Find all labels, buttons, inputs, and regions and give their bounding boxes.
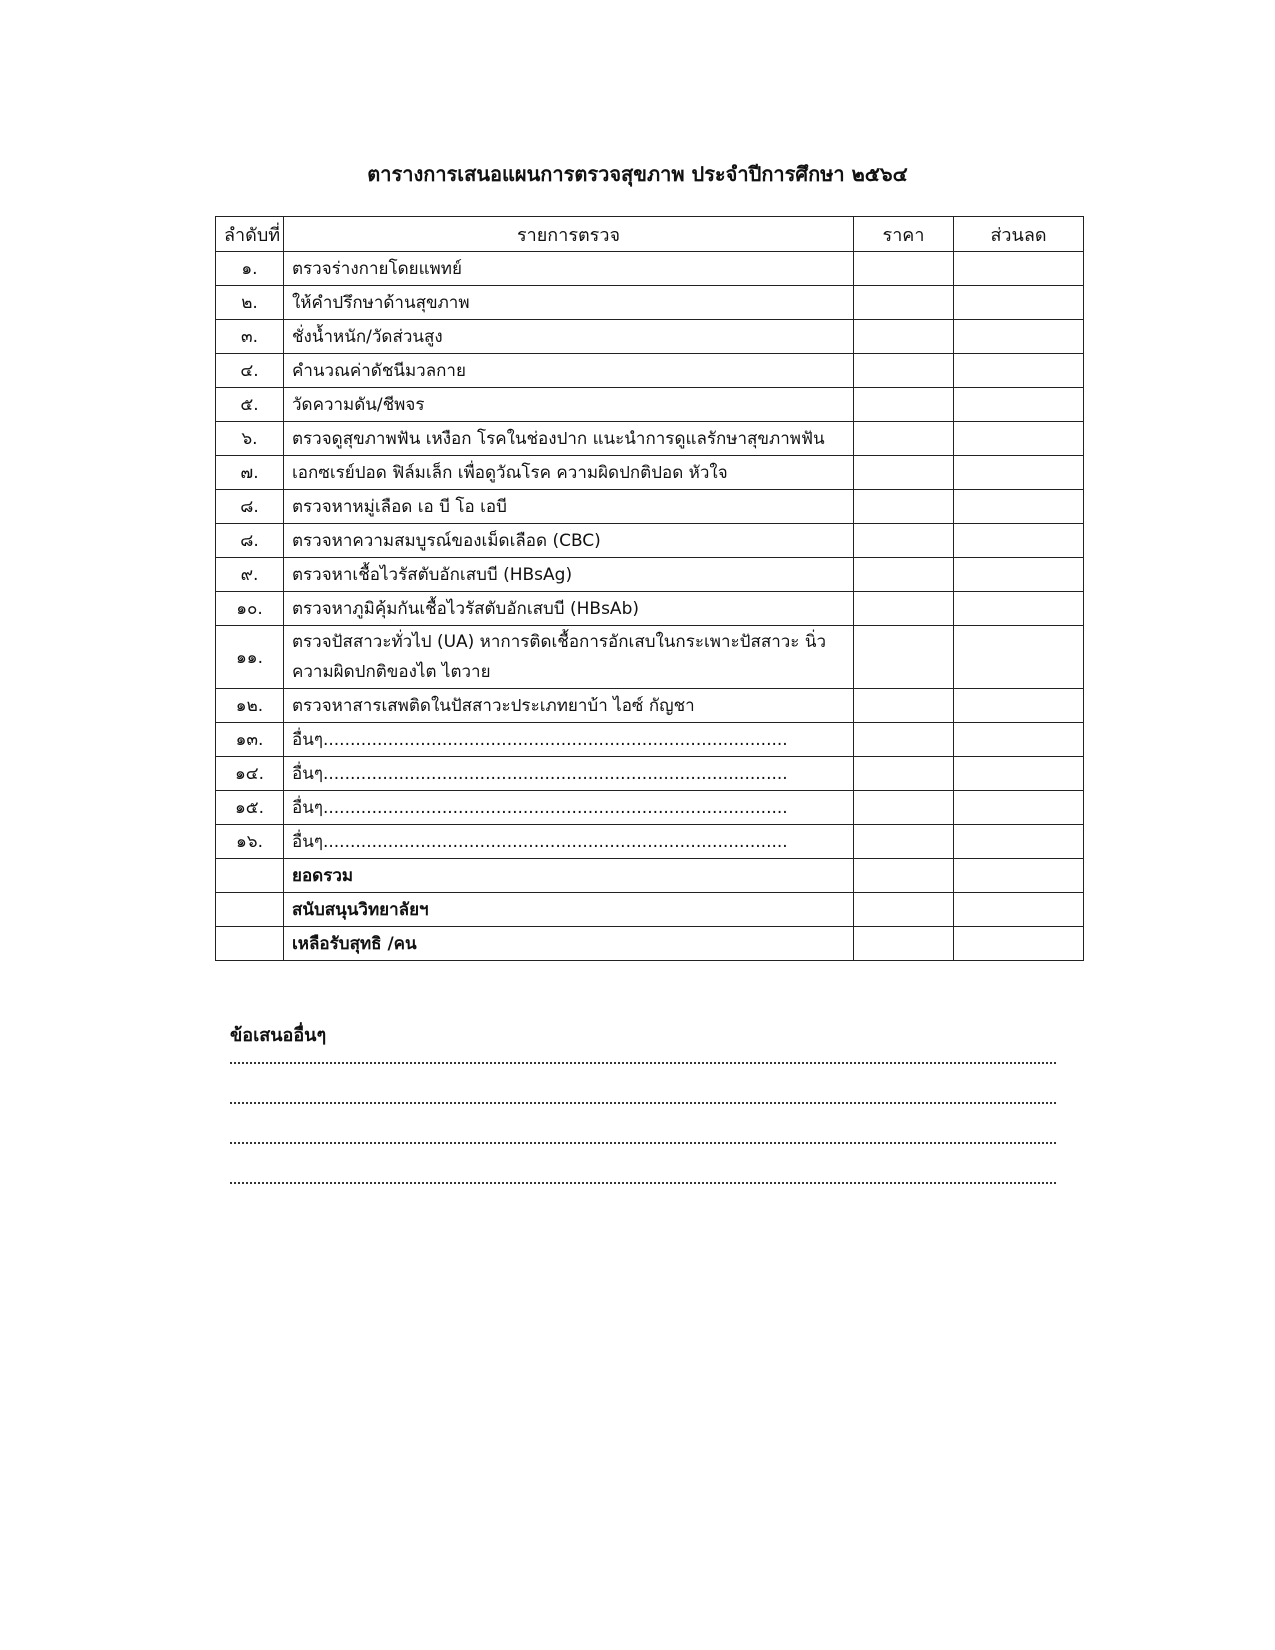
price-cell — [854, 859, 954, 893]
row-number: ๑. — [216, 252, 284, 286]
health-check-table — [215, 216, 1084, 961]
discount-cell — [954, 286, 1084, 320]
row-number: ๔. — [216, 354, 284, 388]
row-item: ตรวจหาภูมิคุ้มกันเชื้อไวรัสตับอักเสบบี (HBsAb) — [284, 592, 854, 626]
header-price: ราคา — [854, 217, 954, 252]
discount-cell — [954, 626, 1084, 689]
discount-cell — [954, 825, 1084, 859]
price-cell — [854, 286, 954, 320]
table-row — [216, 354, 1084, 388]
row-item: อื่นๆ...................................................................................... — [284, 723, 854, 757]
table-body — [216, 252, 1084, 961]
header-item: รายการตรวจ — [284, 217, 854, 252]
row-number: ๑๒. — [216, 689, 284, 723]
summary-row — [216, 893, 1084, 927]
table-row — [216, 286, 1084, 320]
discount-cell — [954, 490, 1084, 524]
table-row — [216, 252, 1084, 286]
discount-cell — [954, 354, 1084, 388]
summary-label: เหลือรับสุทธิ /คน — [284, 927, 854, 961]
price-cell — [854, 558, 954, 592]
table-row — [216, 723, 1084, 757]
blank-line — [230, 1142, 1056, 1144]
blank-line — [230, 1062, 1056, 1064]
price-cell — [854, 252, 954, 286]
row-number: ๕. — [216, 388, 284, 422]
discount-cell — [954, 689, 1084, 723]
discount-cell — [954, 524, 1084, 558]
price-cell — [854, 927, 954, 961]
table-row — [216, 456, 1084, 490]
row-number: ๑๕. — [216, 791, 284, 825]
row-item: ตรวจดูสุขภาพฟัน เหงือก โรคในช่องปาก แนะนำการดูแลรักษาสุขภาพฟัน — [284, 422, 854, 456]
row-item: ชั่งน้ำหนัก/วัดส่วนสูง — [284, 320, 854, 354]
discount-cell — [954, 592, 1084, 626]
row-item: ตรวจร่างกายโดยแพทย์ — [284, 252, 854, 286]
price-cell — [854, 723, 954, 757]
discount-cell — [954, 252, 1084, 286]
summary-blank — [216, 893, 284, 927]
row-item: วัดความดัน/ชีพจร — [284, 388, 854, 422]
row-number: ๑๐. — [216, 592, 284, 626]
price-cell — [854, 354, 954, 388]
price-cell — [854, 791, 954, 825]
blank-line — [230, 1182, 1056, 1184]
price-cell — [854, 689, 954, 723]
table-header-row — [216, 217, 1084, 252]
summary-row — [216, 927, 1084, 961]
row-item: ตรวจหาความสมบูรณ์ของเม็ดเลือด (CBC) — [284, 524, 854, 558]
row-item: ตรวจหาสารเสพติดในปัสสาวะประเภทยาบ้า ไอซ์ กัญชา — [284, 689, 854, 723]
other-proposals-title: ข้อเสนออื่นๆ — [230, 1025, 327, 1046]
discount-cell — [954, 893, 1084, 927]
summary-blank — [216, 859, 284, 893]
summary-row — [216, 859, 1084, 893]
price-cell — [854, 422, 954, 456]
page-title: ตารางการเสนอแผนการตรวจสุขภาพ ประจำปีการศึกษา ๒๕๖๔ — [367, 162, 908, 186]
table-row — [216, 558, 1084, 592]
price-cell — [854, 388, 954, 422]
row-number: ๓. — [216, 320, 284, 354]
row-number: ๒. — [216, 286, 284, 320]
row-item: ตรวจหาเชื้อไวรัสตับอักเสบบี (HBsAg) — [284, 558, 854, 592]
price-cell — [854, 757, 954, 791]
header-discount: ส่วนลด — [954, 217, 1084, 252]
table-row — [216, 689, 1084, 723]
row-number: ๑๔. — [216, 757, 284, 791]
price-cell — [854, 524, 954, 558]
row-item: เอกซเรย์ปอด ฟิล์มเล็ก เพื่อดูวัณโรค ความผิดปกติปอด หัวใจ — [284, 456, 854, 490]
summary-label: ยอดรวม — [284, 859, 854, 893]
table-row — [216, 422, 1084, 456]
discount-cell — [954, 422, 1084, 456]
price-cell — [854, 626, 954, 689]
price-cell — [854, 320, 954, 354]
discount-cell — [954, 558, 1084, 592]
table-row — [216, 626, 1084, 689]
discount-cell — [954, 859, 1084, 893]
table-row — [216, 320, 1084, 354]
table-row — [216, 524, 1084, 558]
summary-blank — [216, 927, 284, 961]
table-row — [216, 490, 1084, 524]
row-number: ๙. — [216, 558, 284, 592]
row-number: ๘. — [216, 490, 284, 524]
row-number: ๑๖. — [216, 825, 284, 859]
row-item: อื่นๆ...................................................................................... — [284, 791, 854, 825]
table-row — [216, 388, 1084, 422]
blank-line — [230, 1102, 1056, 1104]
row-item: คำนวณค่าดัชนีมวลกาย — [284, 354, 854, 388]
row-number: ๘. — [216, 524, 284, 558]
price-cell — [854, 825, 954, 859]
row-item: ตรวจหาหมู่เลือด เอ บี โอ เอบี — [284, 490, 854, 524]
row-number: ๑๑. — [216, 626, 284, 689]
header-order: ลำดับที่ — [216, 217, 284, 252]
row-number: ๑๓. — [216, 723, 284, 757]
row-item: อื่นๆ...................................................................................... — [284, 825, 854, 859]
row-number: ๖. — [216, 422, 284, 456]
row-item: อื่นๆ...................................................................................... — [284, 757, 854, 791]
table-row — [216, 757, 1084, 791]
price-cell — [854, 893, 954, 927]
discount-cell — [954, 791, 1084, 825]
row-item: ตรวจปัสสาวะทั่วไป (UA) หาการติดเชื้อการอักเสบในกระเพาะปัสสาวะ นิ่ว ความผิดปกติของไต ไตวาย — [284, 626, 854, 689]
price-cell — [854, 592, 954, 626]
discount-cell — [954, 927, 1084, 961]
discount-cell — [954, 723, 1084, 757]
discount-cell — [954, 320, 1084, 354]
discount-cell — [954, 757, 1084, 791]
summary-label: สนับสนุนวิทยาลัยฯ — [284, 893, 854, 927]
row-item: ให้คำปรึกษาด้านสุขภาพ — [284, 286, 854, 320]
price-cell — [854, 490, 954, 524]
row-number: ๗. — [216, 456, 284, 490]
table-row — [216, 592, 1084, 626]
discount-cell — [954, 388, 1084, 422]
price-cell — [854, 456, 954, 490]
discount-cell — [954, 456, 1084, 490]
table-row — [216, 825, 1084, 859]
table-row — [216, 791, 1084, 825]
